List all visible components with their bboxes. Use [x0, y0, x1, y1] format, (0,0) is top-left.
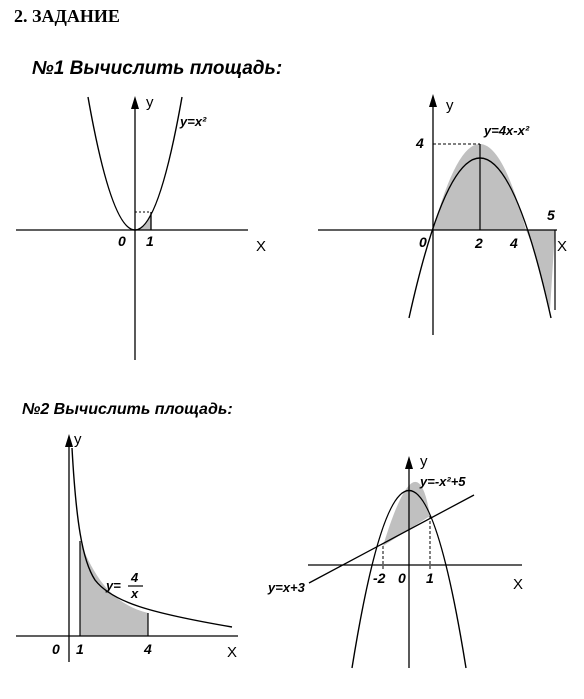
x-axis-label: X [227, 644, 238, 661]
graph-parabola-4x [290, 90, 584, 350]
parabola-label: y=-x²+5 [420, 474, 466, 489]
tick-4: 4 [510, 235, 518, 251]
line-label: y=x+3 [268, 580, 305, 595]
x-axis-label: X [256, 238, 267, 255]
shaded-area [135, 212, 151, 230]
function-label: y=x² [180, 114, 207, 129]
tick-1: 1 [76, 641, 84, 657]
y-axis-arrow [65, 434, 73, 447]
tick-0: 0 [118, 233, 126, 249]
tick-y4: 4 [416, 135, 424, 151]
task-2-title: №2 Вычислить площадь: [22, 401, 233, 418]
section-heading: 2. ЗАДАНИЕ [14, 6, 120, 26]
y-axis-label: y [74, 431, 82, 448]
graph-parabola-line [262, 450, 554, 672]
y-axis-arrow [405, 456, 413, 469]
tick-1: 1 [426, 570, 434, 586]
graph-parabola-x2 [0, 90, 290, 360]
y-axis-label: y [146, 94, 154, 111]
tick-0: 0 [398, 570, 406, 586]
tick-0: 0 [419, 234, 427, 250]
x-axis-label: X [513, 576, 524, 593]
tick-4: 4 [144, 641, 152, 657]
function-label: y=4x-x² [484, 123, 530, 138]
y-axis-arrow [429, 94, 437, 107]
y-axis-label: y [446, 97, 454, 114]
function-numerator: 4 [131, 570, 139, 585]
graph-hyperbola [0, 428, 250, 668]
tick-0: 0 [52, 641, 60, 657]
x-axis-label: X [557, 238, 568, 255]
function-denominator: x [131, 586, 139, 601]
tick-neg2: -2 [373, 570, 386, 586]
tick-2: 2 [475, 235, 483, 251]
function-prefix: y= [106, 578, 121, 593]
task-1-title: №1 Вычислить площадь: [32, 58, 283, 79]
tick-1: 1 [146, 233, 154, 249]
y-axis-label: y [420, 453, 428, 470]
tick-5: 5 [547, 207, 555, 223]
y-axis-arrow [131, 96, 139, 109]
shaded-area-negative [526, 230, 555, 310]
